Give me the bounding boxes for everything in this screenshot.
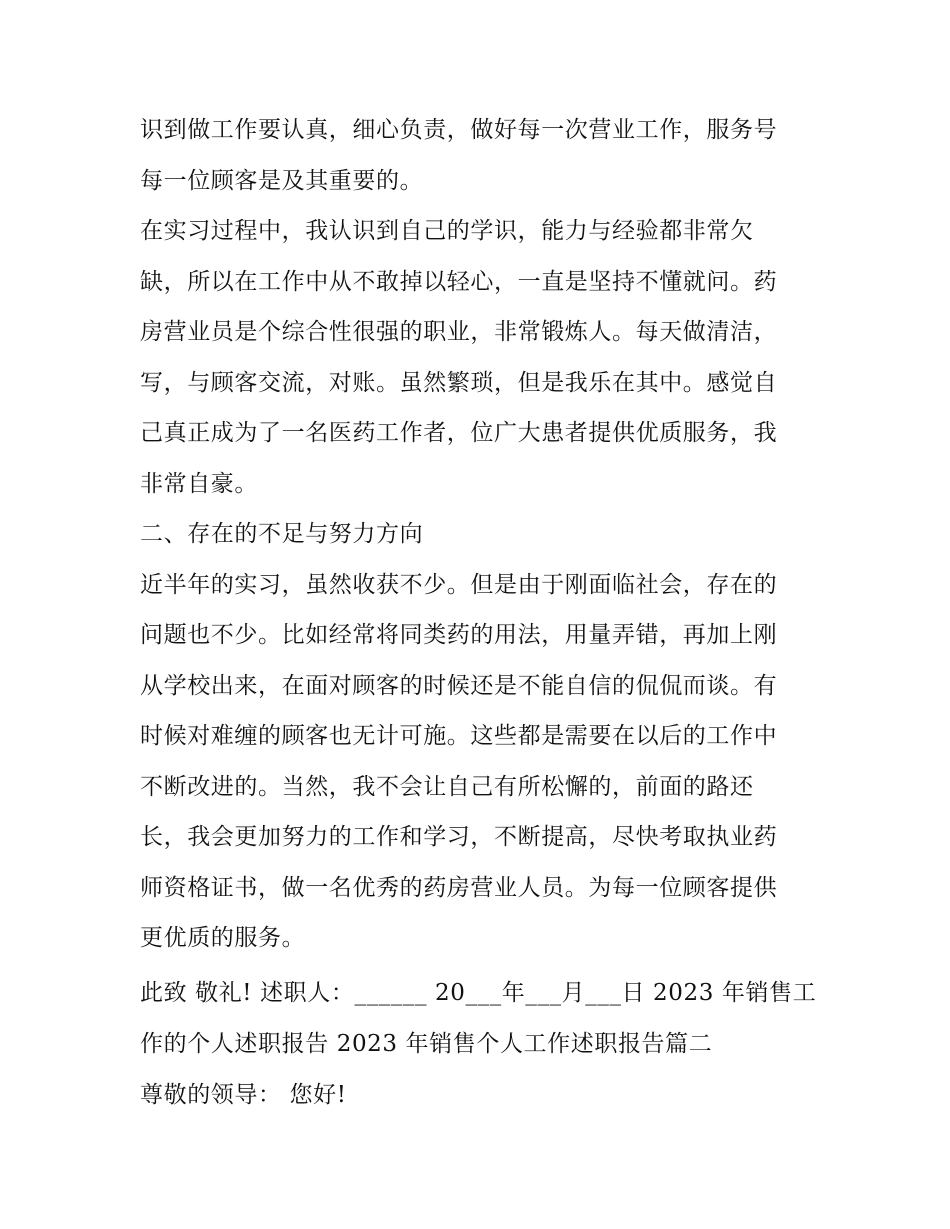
report-title-line: 作的个人述职报告 2023 年销售个人工作述职报告篇二 [140,1031,713,1057]
text-line: 时候对难缠的顾客也无计可施。这些都是需要在以后的工作中 [140,723,778,749]
text-line: 非常自豪。 [140,471,258,497]
text-line: 长，我会更加努力的工作和学习，不断提高，尽快考取执业药 [140,824,778,850]
text-line: 缺，所以在工作中从不敢掉以轻心，一直是坚持不懂就问。药 [140,269,778,295]
text-line: 近半年的实习，虽然收获不少。但是由于刚面临社会，存在的 [140,572,778,598]
text-line: 从学校出来，在面对顾客的时候还是不能自信的侃侃而谈。有 [140,673,778,699]
text-line: 师资格证书，做一名优秀的药房营业人员。为每一位顾客提供 [140,875,778,901]
text-line: 房营业员是个综合性很强的职业，非常锻炼人。每天做清洁， [140,319,778,345]
text-line: 写，与顾客交流，对账。虽然繁琐，但是我乐在其中。感觉自 [140,370,778,396]
signature-line: 此致 敬礼! 述职人：______ 20___年___月___日 2023 年销售工 [140,980,817,1006]
text-line: 在实习过程中，我认识到自己的学识，能力与经验都非常欠 [140,218,754,244]
section-heading: 二、存在的不足与努力方向 [140,521,424,547]
text-line: 识到做工作要认真，细心负责，做好每一次营业工作，服务号 [140,117,778,143]
salutation-line: 尊敬的领导： 您好! [140,1082,347,1108]
text-line: 每一位顾客是及其重要的。 [140,168,424,194]
text-line: 己真正成为了一名医药工作者，位广大患者提供优质服务，我 [140,420,778,446]
text-line: 不断改进的。当然，我不会让自己有所松懈的，前面的路还 [140,774,754,800]
text-line: 更优质的服务。 [140,925,306,951]
text-line: 问题也不少。比如经常将同类药的用法，用量弄错，再加上刚 [140,622,778,648]
